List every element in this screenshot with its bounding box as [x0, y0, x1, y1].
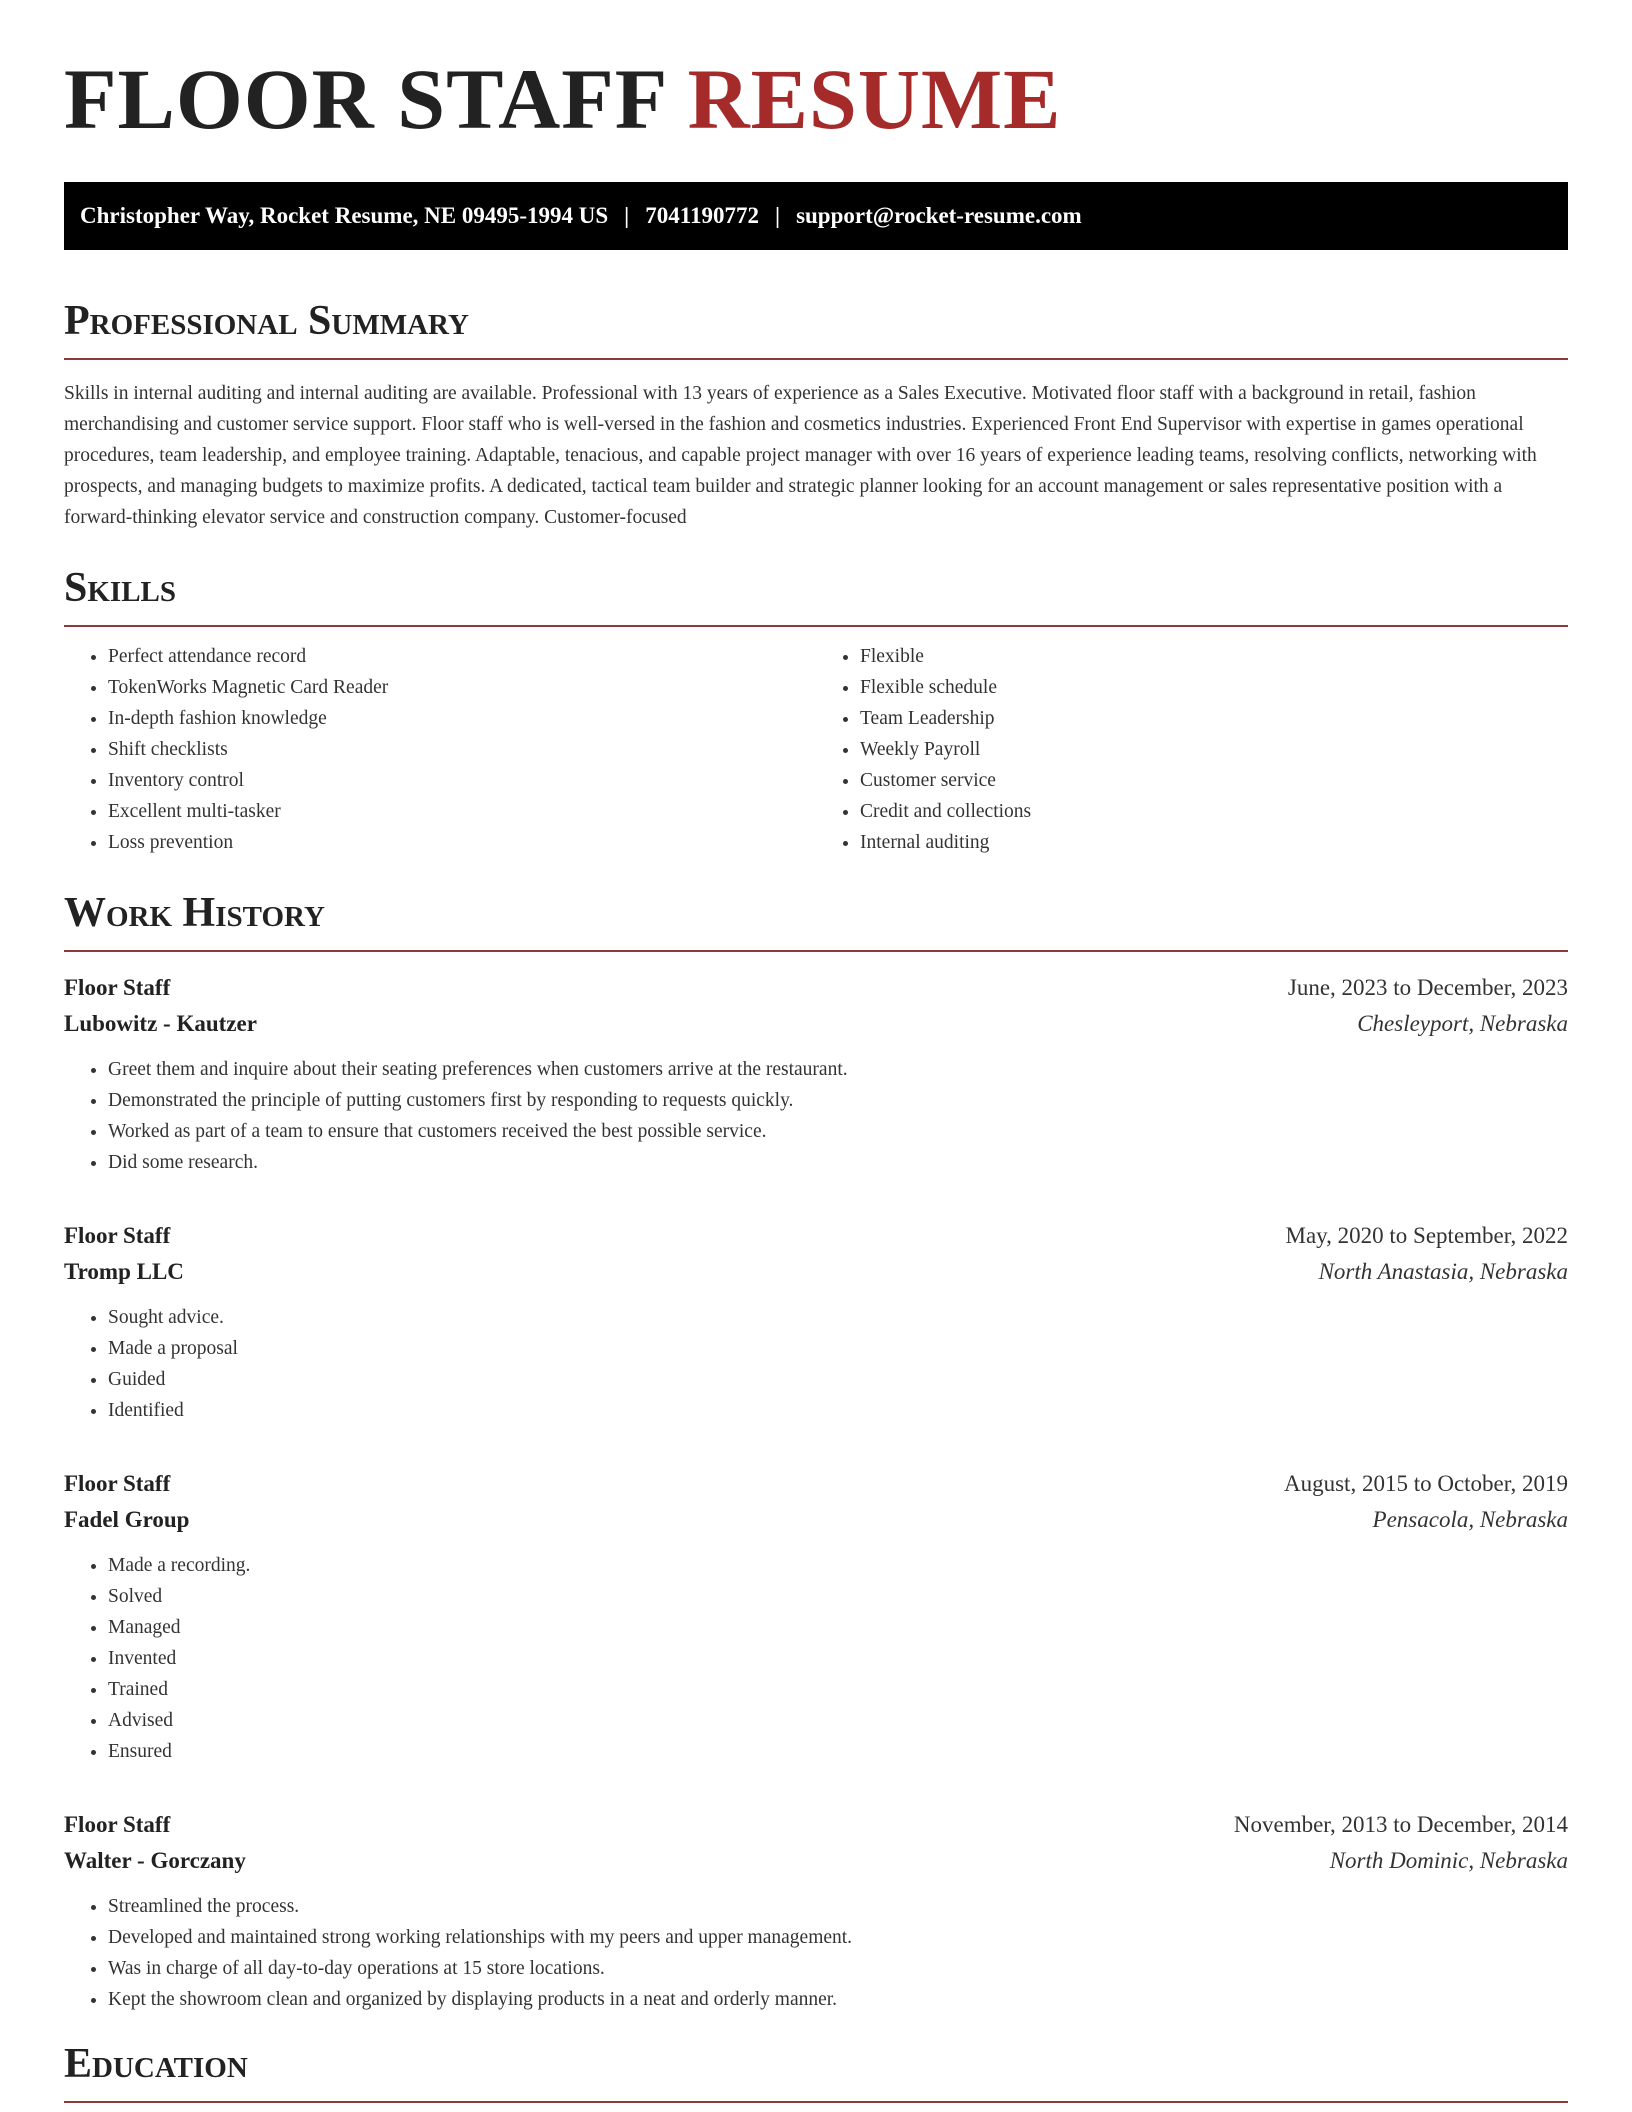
contact-separator: | — [624, 203, 630, 228]
job-bullet: • Invented — [108, 1643, 1568, 1674]
job-subheader-row — [64, 1843, 1568, 1879]
job-location: North Anastasia, Nebraska — [1318, 1259, 1568, 1284]
job-title: Floor Staff — [64, 1812, 171, 1837]
resume-title — [64, 51, 1568, 147]
job-entry — [64, 1218, 1568, 1426]
job-bullet: • Guided — [108, 1364, 1568, 1395]
skill-item: • Loss prevention — [108, 827, 816, 858]
job-bullet: • Sought advice. — [108, 1302, 1568, 1333]
section-heading-skills: Skills — [64, 565, 177, 611]
skill-item: • Customer service — [860, 765, 1568, 796]
job-bullet: • Greet them and inquire about their seating preferences when customers arrive at the restaurant. — [108, 1054, 1568, 1085]
section-heading-summary: Professional Summary — [64, 298, 469, 344]
skill-item: • TokenWorks Magnetic Card Reader — [108, 672, 816, 703]
section-divider — [64, 358, 1568, 360]
skill-item: • Internal auditing — [860, 827, 1568, 858]
job-bullet: • Kept the showroom clean and organized by displaying products in a neat and orderly manner. — [108, 1984, 1568, 2015]
job-bullet: • Identified — [108, 1395, 1568, 1426]
job-dates: November, 2013 to December, 2014 — [1233, 1812, 1568, 1837]
contact-phone: 7041190772 — [645, 203, 759, 228]
section-divider — [64, 950, 1568, 952]
job-company: Fadel Group — [64, 1507, 190, 1532]
skill-item: • Inventory control — [108, 765, 816, 796]
job-title: Floor Staff — [64, 1471, 171, 1496]
section-divider — [64, 625, 1568, 627]
job-bullet: • Made a recording. — [108, 1550, 1568, 1581]
contact-bar — [64, 182, 1568, 250]
job-subheader-row — [64, 1006, 1568, 1042]
job-subheader-row — [64, 1502, 1568, 1538]
skill-item: • Weekly Payroll — [860, 734, 1568, 765]
job-header-row — [64, 1807, 1568, 1843]
job-entry — [64, 970, 1568, 1178]
contact-email: support@rocket-resume.com — [796, 203, 1082, 228]
skill-item: • Flexible — [860, 641, 1568, 672]
job-bullet: • Developed and maintained strong working relationships with my peers and upper management. — [108, 1922, 1568, 1953]
job-bullet: • Streamlined the process. — [108, 1891, 1568, 1922]
job-entry — [64, 1466, 1568, 1767]
work-history-section — [64, 892, 1568, 2015]
job-bullets — [64, 1550, 1568, 1767]
education-section — [64, 2043, 1568, 2103]
skill-item: • Excellent multi-tasker — [108, 796, 816, 827]
job-header-row — [64, 970, 1568, 1006]
skills-section — [64, 567, 1568, 858]
job-bullet: • Worked as part of a team to ensure that customers received the best possible service. — [108, 1116, 1568, 1147]
job-company: Lubowitz - Kautzer — [64, 1011, 257, 1036]
skills-columns — [64, 641, 1568, 858]
job-dates: May, 2020 to September, 2022 — [1285, 1223, 1568, 1248]
job-bullet: • Was in charge of all day-to-day operations at 15 store locations. — [108, 1953, 1568, 1984]
contact-separator: | — [774, 203, 781, 228]
job-location: North Dominic, Nebraska — [1329, 1848, 1568, 1873]
job-bullets — [64, 1054, 1568, 1178]
job-bullet: • Solved — [108, 1581, 1568, 1612]
job-subheader-row — [64, 1254, 1568, 1290]
skill-item: • In-depth fashion knowledge — [108, 703, 816, 734]
section-heading-education: Education — [64, 2041, 248, 2087]
job-dates: August, 2015 to October, 2019 — [1284, 1471, 1568, 1496]
job-location: Chesleyport, Nebraska — [1357, 1011, 1568, 1036]
skills-list-right — [816, 641, 1568, 858]
job-bullet: • Managed — [108, 1612, 1568, 1643]
section-heading-work-history: Work History — [64, 890, 325, 936]
job-bullet: • Did some research. — [108, 1147, 1568, 1178]
job-bullets — [64, 1891, 1568, 2015]
contact-address: Christopher Way, Rocket Resume, NE 09495-1994 US — [80, 203, 609, 228]
job-bullet: • Ensured — [108, 1736, 1568, 1767]
skill-item: • Credit and collections — [860, 796, 1568, 827]
skills-list-left — [64, 641, 816, 858]
job-company: Walter - Gorczany — [64, 1848, 246, 1873]
professional-summary-section — [64, 300, 1568, 533]
skill-item: • Flexible schedule — [860, 672, 1568, 703]
job-bullet: • Made a proposal — [108, 1333, 1568, 1364]
job-location: Pensacola, Nebraska — [1372, 1507, 1568, 1532]
skill-item: • Team Leadership — [860, 703, 1568, 734]
job-title: Floor Staff — [64, 975, 171, 1000]
job-bullet: • Trained — [108, 1674, 1568, 1705]
summary-text: Skills in internal auditing and internal auditing are available. Professional with 13 years of experience as a Sales Executive. Motivated floor staff with a background in retail, fashion merchandising and customer service support. Floor staff who is well-versed in the fashion and cosmetics industries. Experienced Front End Supervisor with expertise in games operational procedures, team leadership, and employee training. Adaptable, tenacious, and capable project manager with over 16 years of experience leading teams, resolving conflicts, networking with prospects, and managing budgets to maximize profits. A dedicated, tactical team builder and strategic planner looking for an account management or sales representative position with a forward-thinking elevator service and construction company. Customer-focused — [64, 383, 1537, 528]
title-main: FLOOR STAFF — [64, 51, 666, 147]
job-bullet: • Demonstrated the principle of putting customers first by responding to requests quickly. — [108, 1085, 1568, 1116]
job-dates: June, 2023 to December, 2023 — [1287, 975, 1568, 1000]
job-company: Tromp LLC — [64, 1259, 184, 1284]
job-header-row — [64, 1218, 1568, 1254]
job-bullets — [64, 1302, 1568, 1426]
skill-item: • Perfect attendance record — [108, 641, 816, 672]
job-title: Floor Staff — [64, 1223, 171, 1248]
skill-item: • Shift checklists — [108, 734, 816, 765]
title-accent: RESUME — [687, 51, 1062, 147]
job-entry — [64, 1807, 1568, 2015]
section-divider — [64, 2101, 1568, 2103]
job-header-row — [64, 1466, 1568, 1502]
job-bullet: • Advised — [108, 1705, 1568, 1736]
